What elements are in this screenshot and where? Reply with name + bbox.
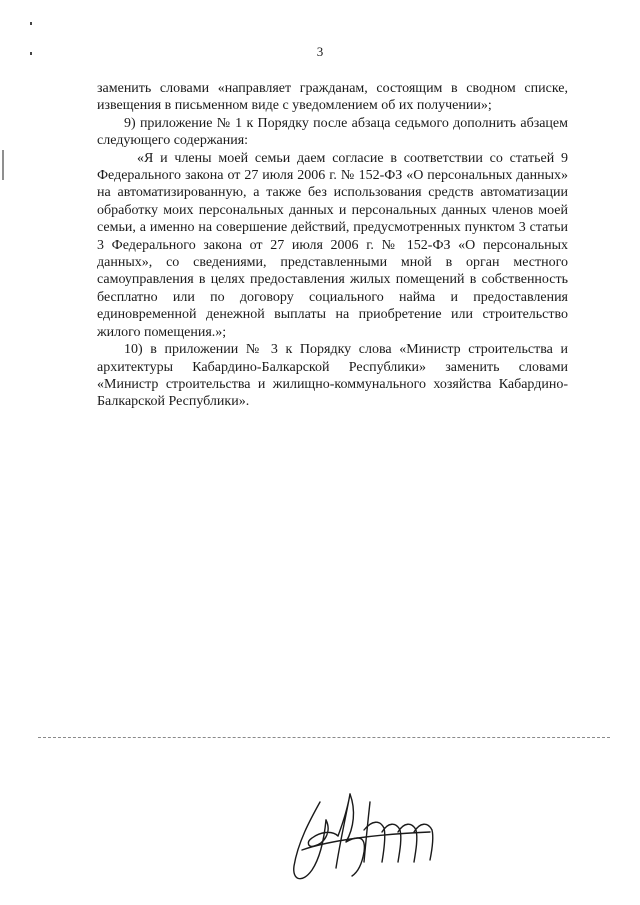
page-number: 3 <box>316 44 324 59</box>
signature-icon <box>280 780 460 890</box>
document-body <box>97 80 568 411</box>
margin-mark <box>2 150 4 180</box>
paragraph-item-10: 10) в приложении № 3 к Порядку слова «Министр строительства и архитектуры Кабардино-Балкарской Республики» заменить словами «Министр строительства и жилищно-коммунального хозяйства Кабардино-Балкарской Республики». <box>97 342 568 410</box>
margin-mark <box>30 22 32 25</box>
paragraph-item-9: 9) приложение № 1 к Порядку после абзаца седьмого дополнить абзацем следующего содержания: <box>97 115 568 149</box>
divider-line <box>38 737 610 738</box>
paragraph-continuation: заменить словами «направляет гражданам, состоящим в сводном списке, извещения в письменном виде с уведомлением об их получении»; <box>97 81 568 114</box>
paragraph-consent-quote: «Я и члены моей семьи даем согласие в соответствии со статьей 9 Федерального закона от 27 июля 2006 г. № 152-ФЗ «О персональных данных» на автоматизированную, а также без использования средств автоматизации обработку моих персональных данных и персональных данных членов моей семьи, а именно на совершение действий, предусмотренных пунктом 3 статьи 3 Федерального закона от 27 июля 2006 г. № 152-ФЗ «О персональных данных», со сведениями, представленными мной в орган местного самоуправления в целях предоставления жилых помещений в собственность бесплатно или по договору социального найма и предоставления единовременной денежной выплаты на приобретение или строительство жилого помещения.»; <box>97 150 568 340</box>
